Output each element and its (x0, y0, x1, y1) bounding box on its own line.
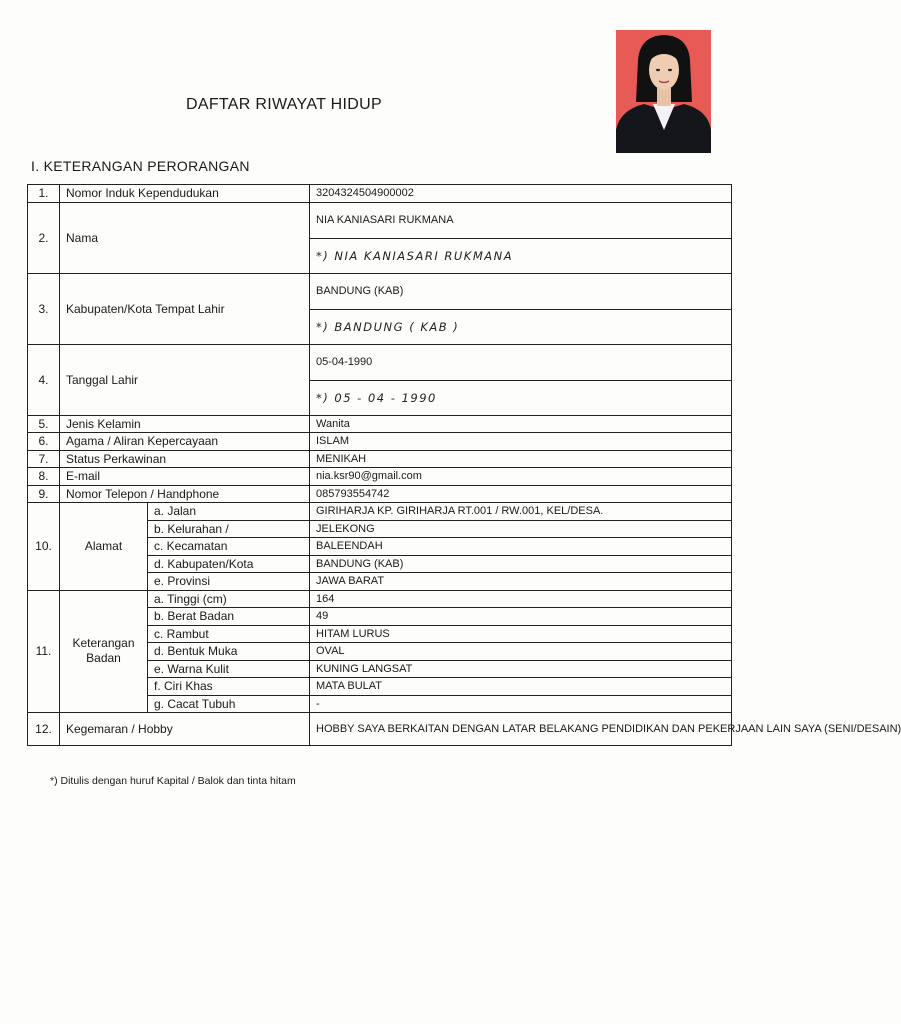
row-number: 8. (28, 468, 60, 486)
sub-label: b. Kelurahan / (148, 520, 310, 538)
row-number: 1. (28, 185, 60, 203)
table-row (28, 590, 732, 608)
field-value-email: nia.ksr90@gmail.com (310, 468, 732, 486)
sub-value: 49 (310, 608, 732, 626)
sub-label: e. Warna Kulit (148, 660, 310, 678)
row-number: 7. (28, 450, 60, 468)
sub-value: BALEENDAH (310, 538, 732, 556)
footnote: *) Ditulis dengan huruf Kapital / Balok dan tinta hitam (50, 775, 296, 787)
table-row (28, 185, 732, 203)
table-row (28, 344, 732, 380)
field-label: Nomor Telepon / Handphone (60, 485, 310, 503)
table-row (28, 433, 732, 451)
sub-value: GIRIHARJA KP. GIRIHARJA RT.001 / RW.001, KEL/DESA. (310, 503, 732, 521)
sub-label: d. Kabupaten/Kota (148, 555, 310, 573)
section-title: I. KETERANGAN PERORANGAN (31, 158, 250, 174)
field-value-agama: ISLAM (310, 433, 732, 451)
sub-value: JELEKONG (310, 520, 732, 538)
table-row (28, 503, 732, 521)
table-row (28, 273, 732, 309)
row-number: 12. (28, 713, 60, 746)
table-row (28, 713, 732, 746)
applicant-photo (616, 30, 711, 153)
field-label: Kabupaten/Kota Tempat Lahir (60, 273, 310, 344)
table-row (28, 485, 732, 503)
field-value-jenis-kelamin: Wanita (310, 415, 732, 433)
sub-label: c. Kecamatan (148, 538, 310, 556)
field-label: Alamat (60, 503, 148, 591)
sub-value: KUNING LANGSAT (310, 660, 732, 678)
sub-value: 164 (310, 590, 732, 608)
table-row (28, 202, 732, 238)
sub-value: MATA BULAT (310, 678, 732, 696)
sub-label: d. Bentuk Muka (148, 643, 310, 661)
sub-label: f. Ciri Khas (148, 678, 310, 696)
sub-value: - (310, 695, 732, 713)
field-label: Nomor Induk Kependudukan (60, 185, 310, 203)
field-value-tempat-lahir: BANDUNG (KAB) (310, 273, 732, 309)
table-row (28, 415, 732, 433)
row-number: 5. (28, 415, 60, 433)
field-value-nik: 3204324504900002 (310, 185, 732, 203)
handwritten-tempat-lahir: *) BANDUNG ( KAB ) (310, 309, 732, 344)
row-number: 10. (28, 503, 60, 591)
row-number: 9. (28, 485, 60, 503)
document-title: DAFTAR RIWAYAT HIDUP (186, 96, 382, 113)
row-number: 6. (28, 433, 60, 451)
sub-label: a. Jalan (148, 503, 310, 521)
field-value-nama: NIA KANIASARI RUKMANA (310, 202, 732, 238)
field-label: Agama / Aliran Kepercayaan (60, 433, 310, 451)
field-value-telepon: 085793554742 (310, 485, 732, 503)
sub-label: e. Provinsi (148, 573, 310, 591)
sub-value: BANDUNG (KAB) (310, 555, 732, 573)
field-value-hobby: HOBBY SAYA BERKAITAN DENGAN LATAR BELAKANG PENDIDIKAN DAN PEKERJAAN LAIN SAYA (SENI/DESAIN) (310, 713, 732, 746)
row-number: 4. (28, 344, 60, 415)
personal-info-table (27, 184, 901, 746)
field-label: E-mail (60, 468, 310, 486)
table-row (28, 450, 732, 468)
sub-label: g. Cacat Tubuh (148, 695, 310, 713)
handwritten-tanggal-lahir: *) 05 - 04 - 1990 (310, 380, 732, 415)
sub-value: HITAM LURUS (310, 625, 732, 643)
sub-label: a. Tinggi (cm) (148, 590, 310, 608)
field-label: Jenis Kelamin (60, 415, 310, 433)
field-label: Keterangan Badan (60, 590, 148, 713)
handwritten-nama: *) NIA KANIASARI RUKMANA (310, 238, 732, 273)
field-label: Kegemaran / Hobby (60, 713, 310, 746)
field-label: Status Perkawinan (60, 450, 310, 468)
portrait-image (616, 30, 711, 153)
row-number: 11. (28, 590, 60, 713)
table-row (28, 468, 732, 486)
sub-value: JAWA BARAT (310, 573, 732, 591)
row-number: 3. (28, 273, 60, 344)
field-label: Nama (60, 202, 310, 273)
sub-label: c. Rambut (148, 625, 310, 643)
sub-value: OVAL (310, 643, 732, 661)
row-number: 2. (28, 202, 60, 273)
field-label: Tanggal Lahir (60, 344, 310, 415)
sub-label: b. Berat Badan (148, 608, 310, 626)
field-value-status: MENIKAH (310, 450, 732, 468)
field-value-tanggal-lahir: 05-04-1990 (310, 344, 732, 380)
